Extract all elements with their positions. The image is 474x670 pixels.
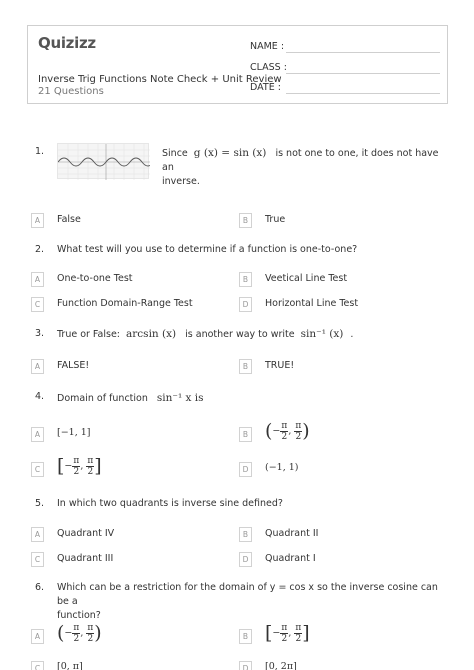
option-letter: B	[239, 272, 252, 287]
question-text-part: Since	[162, 148, 188, 159]
option-letter: C	[31, 552, 44, 567]
class-line	[286, 73, 440, 74]
option-text: Horizontal Line Test	[265, 298, 359, 309]
question-text-part: True or False:	[57, 329, 120, 340]
option-text: Function Domain-Range Test	[57, 298, 193, 309]
option-text: Quadrant III	[57, 553, 114, 564]
numerator: π	[295, 622, 302, 633]
denominator: 2	[281, 633, 288, 644]
date-label: DATE :	[250, 82, 281, 93]
question-number: 4.	[35, 391, 45, 402]
question-number: 5.	[35, 498, 45, 509]
close-bracket: ]	[94, 455, 102, 477]
question-number: 6.	[35, 582, 45, 593]
question-number: 2.	[35, 244, 45, 255]
option-text: FALSE!	[57, 360, 90, 371]
sine-graph-image	[57, 143, 149, 179]
open-bracket: (	[57, 622, 65, 644]
fraction	[72, 623, 80, 644]
sine-graph	[58, 144, 150, 180]
quizizz-logo: Quizizz	[38, 34, 96, 52]
fraction	[280, 421, 288, 442]
fraction	[72, 456, 80, 477]
option-letter: B	[239, 527, 252, 542]
option-letter: D	[239, 552, 252, 567]
close-bracket: )	[94, 622, 102, 644]
formula-sin-inverse: sin⁻¹ (x)	[300, 328, 344, 340]
option-letter: A	[31, 629, 44, 644]
question-text-part: Which can be a restriction for the domain of y = cos x so the inverse cosine can be a	[57, 582, 438, 607]
denominator: 2	[73, 633, 80, 644]
option-interval: (− $\frac{\pi}{2}$ , $\frac{\pi}{2}$ )	[265, 420, 310, 442]
numerator: π	[73, 455, 80, 466]
numerator: π	[87, 455, 94, 466]
question-text-part: .	[350, 329, 354, 340]
question-text	[162, 146, 442, 189]
option-interval: (− $\frac{\pi}{2}$ , $\frac{\pi}{2}$ )	[57, 622, 102, 644]
question-text: What test will you use to determine if a function is one-to-one?	[57, 244, 358, 255]
option-text: (−1, 1)	[265, 462, 299, 473]
option-letter: D	[239, 462, 252, 477]
open-bracket: [	[265, 622, 273, 644]
option-text: False	[57, 214, 81, 225]
name-field[interactable]	[250, 39, 440, 53]
option-letter: B	[239, 359, 252, 374]
open-bracket: [	[57, 455, 65, 477]
date-line	[286, 93, 440, 94]
option-text: One-to-one Test	[57, 273, 133, 284]
question-text-part: inverse.	[162, 176, 200, 187]
denominator: 2	[87, 633, 94, 644]
question-text	[57, 581, 447, 623]
option-text: Quadrant IV	[57, 528, 115, 539]
close-bracket: ]	[302, 622, 310, 644]
worksheet-header	[27, 25, 448, 104]
option-letter: A	[31, 427, 44, 442]
worksheet-title: Inverse Trig Functions Note Check + Unit Review	[38, 74, 282, 85]
question-text-part: Domain of function	[57, 393, 148, 404]
option-letter: A	[31, 359, 44, 374]
question-count: 21 Questions	[38, 86, 104, 97]
option-letter: C	[31, 462, 44, 477]
close-bracket: )	[302, 420, 310, 442]
name-label: NAME :	[250, 41, 285, 52]
fraction	[280, 623, 288, 644]
denominator: 2	[295, 633, 302, 644]
minus-sign: −	[64, 627, 73, 639]
option-letter: C	[31, 661, 44, 670]
numerator: π	[281, 622, 288, 633]
option-interval: [− $\frac{\pi}{2}$ , $\frac{\pi}{2}$ ]	[57, 455, 102, 477]
minus-sign: −	[272, 627, 281, 639]
option-text: Veetical Line Test	[265, 273, 348, 284]
question-text-part: is another way to write	[185, 329, 295, 340]
date-field[interactable]	[250, 80, 440, 94]
formula: sin⁻¹ x is	[156, 392, 204, 404]
denominator: 2	[295, 431, 302, 442]
denominator: 2	[87, 466, 94, 477]
option-text: [−1, 1]	[57, 427, 91, 438]
option-text: [0, 2π]	[265, 661, 297, 670]
question-text	[57, 391, 204, 406]
minus-sign: −	[64, 460, 73, 472]
option-letter: D	[239, 661, 252, 670]
question-text-part: is not one to one, it does not have an	[162, 148, 439, 173]
denominator: 2	[281, 431, 288, 442]
formula-arcsin: arcsin (x)	[126, 328, 177, 340]
class-field[interactable]	[250, 60, 440, 74]
option-text: [0, π]	[57, 661, 83, 670]
option-interval: [− $\frac{\pi}{2}$ , $\frac{\pi}{2}$ ]	[265, 622, 310, 644]
option-letter: B	[239, 629, 252, 644]
denominator: 2	[73, 466, 80, 477]
minus-sign: −	[272, 425, 281, 437]
question-number: 3.	[35, 328, 45, 339]
numerator: π	[87, 622, 94, 633]
question-text: In which two quadrants is inverse sine defined?	[57, 498, 283, 509]
class-label: CLASS :	[250, 62, 287, 73]
question-number: 1.	[35, 146, 45, 157]
option-letter: A	[31, 213, 44, 228]
option-letter: B	[239, 427, 252, 442]
option-letter: A	[31, 272, 44, 287]
option-letter: C	[31, 297, 44, 312]
name-line	[286, 52, 440, 53]
open-bracket: (	[265, 420, 273, 442]
numerator: π	[281, 420, 288, 431]
option-letter: A	[31, 527, 44, 542]
option-text: TRUE!	[265, 360, 295, 371]
question-text-part: function?	[57, 610, 101, 621]
option-text: Quadrant I	[265, 553, 316, 564]
numerator: π	[295, 420, 302, 431]
formula: g (x) = sin (x)	[193, 147, 267, 159]
question-text	[57, 327, 353, 342]
numerator: π	[73, 622, 80, 633]
option-text: True	[265, 214, 286, 225]
option-letter: B	[239, 213, 252, 228]
option-letter: D	[239, 297, 252, 312]
option-text: Quadrant II	[265, 528, 319, 539]
